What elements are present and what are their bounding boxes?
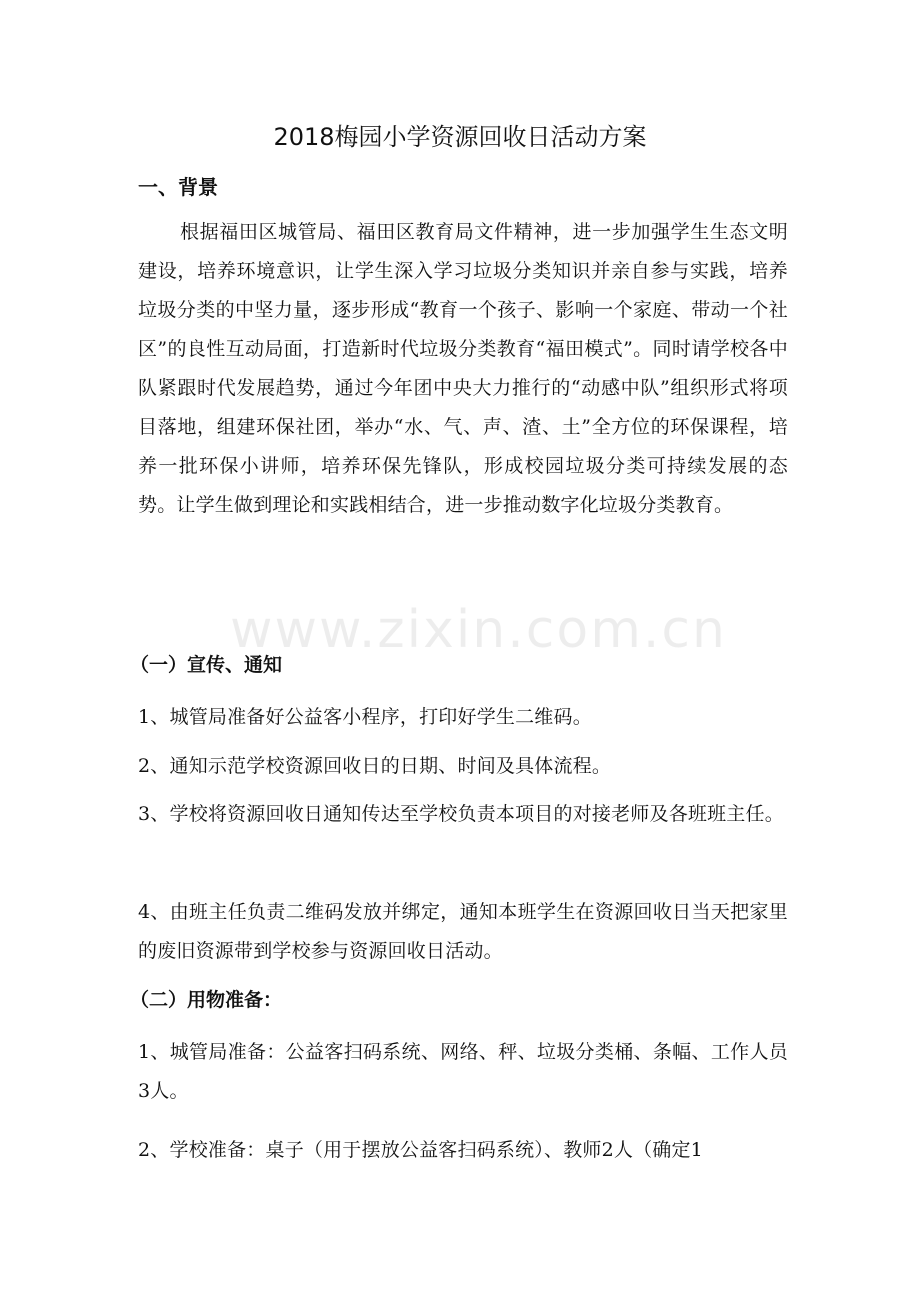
watermark: www.zixin.com.cn bbox=[230, 600, 727, 660]
list-item: 2、学校准备：桌子（用于摆放公益客扫码系统）、教师2人（确定1 bbox=[138, 1139, 703, 1161]
list-item: 3、学校将资源回收日通知传达至学校负责本项目的对接老师及各班班主任。 bbox=[138, 803, 784, 825]
list-item: 2、通知示范学校资源回收日的日期、时间及具体流程。 bbox=[138, 755, 612, 777]
background-paragraph: 根据福田区城管局、福田区教育局文件精神，进一步加强学生生态文明建设，培养环境意识，让学生深入学习垃圾分类知识并亲自参与实践，培养垃圾分类的中坚力量，逐步形成“教育一个孩子、影响一个家庭、带动一个社区”的良性互动局面，打造新时代垃圾分类教育“福田模式”。同时请学校各中队紧跟时代发展趋势，通过今年团中央大力推行的“动感中队”组织形式将项目落地，组建环保社团，举办“水、气、声、渣、土”全方位的环保课程，培养一批环保小讲师，培养环保先锋队，形成校园垃圾分类可持续发展的态势。让学生做到理论和实践相结合，进一步推动数字化垃圾分类教育。 bbox=[138, 221, 788, 516]
section-heading-background: 一、背景 bbox=[138, 175, 218, 199]
subsection-heading-supplies: （二）用物准备： bbox=[130, 989, 283, 1011]
list-item: 1、城管局准备：公益客扫码系统、网络、秤、垃圾分类桶、条幅、工作人员3人。 bbox=[138, 1041, 788, 1102]
subsection-heading-notice: （一）宣传、通知 bbox=[130, 654, 283, 676]
list-item: 4、由班主任负责二维码发放并绑定，通知本班学生在资源回收日当天把家里的废旧资源带到学校参与资源回收日活动。 bbox=[138, 901, 788, 962]
document-title: 2018梅园小学资源回收日活动方案 bbox=[273, 123, 647, 151]
list-item: 1、城管局准备好公益客小程序，打印好学生二维码。 bbox=[138, 706, 592, 728]
